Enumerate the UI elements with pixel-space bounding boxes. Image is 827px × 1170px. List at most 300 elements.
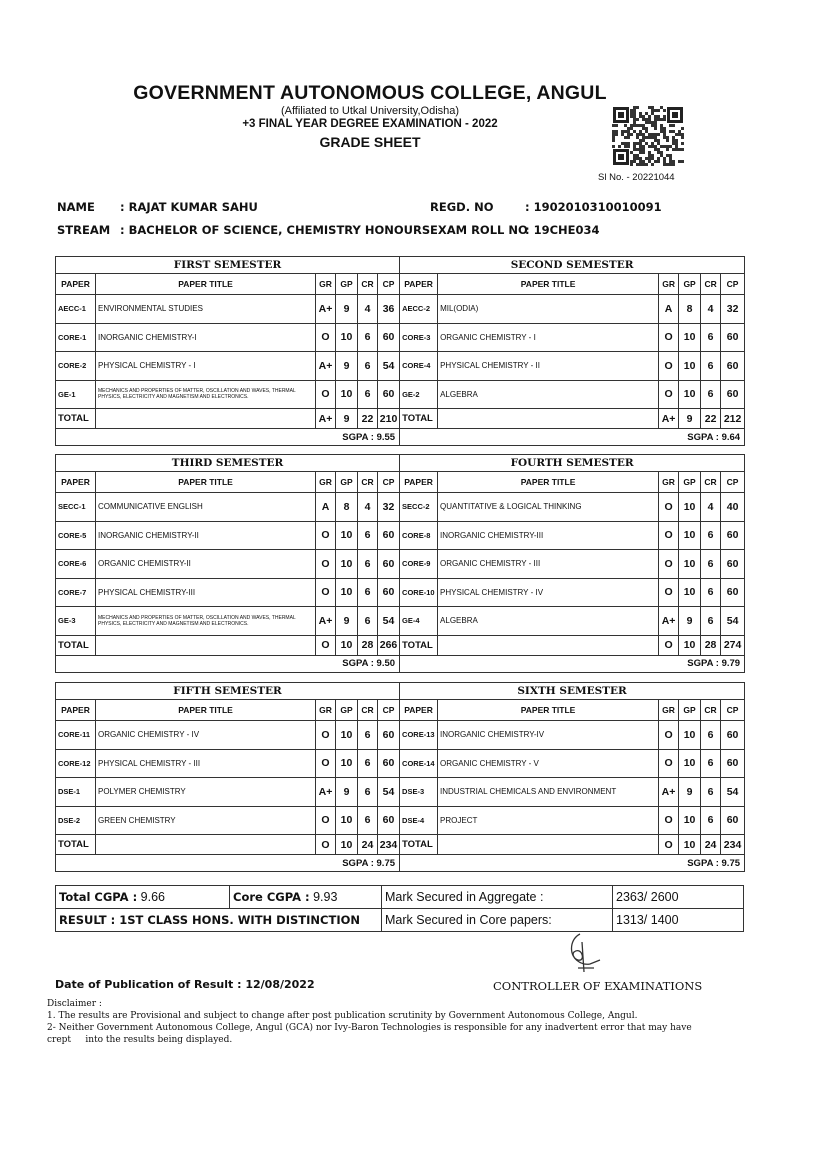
total-gr: O [659, 635, 679, 655]
total-gr: A+ [316, 409, 336, 429]
grade-cr: 6 [701, 806, 721, 835]
paper-code: CORE-12 [56, 749, 96, 778]
total-blank [96, 409, 316, 429]
grade-cr: 4 [701, 295, 721, 324]
column-header: GR [659, 472, 679, 493]
column-header-row [56, 700, 745, 721]
grade-cp: 60 [378, 323, 400, 352]
affiliation: (Affiliated to Utkal University,Odisha) [280, 105, 460, 117]
grade-gp: 9 [336, 352, 358, 381]
sgpa-value: SGPA : 9.75 [400, 855, 745, 872]
column-header: GP [336, 274, 358, 295]
total-cp: 234 [721, 835, 745, 855]
grade-gp: 10 [679, 352, 701, 381]
paper-code: CORE-7 [56, 578, 96, 607]
paper-code: CORE-4 [400, 352, 438, 381]
total-cp: 266 [378, 635, 400, 655]
column-header: GR [659, 274, 679, 295]
paper-title: PHYSICAL CHEMISTRY - IV [438, 578, 659, 607]
total-gp: 10 [679, 835, 701, 855]
grade-gp: 10 [336, 323, 358, 352]
sgpa-value: SGPA : 9.75 [56, 855, 400, 872]
semester-title: SECOND SEMESTER [400, 257, 745, 274]
total-label: TOTAL [400, 835, 438, 855]
regd-label: REGD. NO [430, 200, 494, 214]
grade-cr: 6 [358, 607, 378, 636]
column-header: PAPER [56, 700, 96, 721]
disclaimer-line-3: crept into the results being displayed. [47, 1035, 233, 1045]
paper-title: ALGEBRA [438, 380, 659, 409]
total-cp: 274 [721, 635, 745, 655]
grade-cp: 54 [378, 607, 400, 636]
grade-gp: 10 [336, 749, 358, 778]
paper-code: DSE-2 [56, 806, 96, 835]
paper-code: SECC-2 [400, 493, 438, 522]
column-header-row [56, 274, 745, 295]
total-cr: 28 [358, 635, 378, 655]
paper-title: POLYMER CHEMISTRY [96, 778, 316, 807]
paper-code: GE-4 [400, 607, 438, 636]
total-gp: 10 [336, 835, 358, 855]
core-cgpa-label: Core CGPA : [233, 890, 310, 904]
total-gr: O [316, 635, 336, 655]
total-row [56, 409, 745, 429]
grade-cp: 60 [378, 550, 400, 579]
column-header: PAPER [56, 274, 96, 295]
grade-cr: 6 [701, 578, 721, 607]
grade-cp: 60 [378, 380, 400, 409]
total-blank [438, 409, 659, 429]
grade-gr: A [316, 493, 336, 522]
roll-value: : 19CHE034 [525, 223, 600, 237]
grade-cr: 6 [358, 380, 378, 409]
total-cr: 24 [701, 835, 721, 855]
grade-gp: 9 [336, 778, 358, 807]
column-header: CP [378, 472, 400, 493]
paper-title: INORGANIC CHEMISTRY-II [96, 521, 316, 550]
grade-gp: 9 [679, 778, 701, 807]
semester-title: SIXTH SEMESTER [400, 683, 745, 700]
table-row [56, 295, 745, 324]
grade-cp: 32 [378, 493, 400, 522]
grade-cr: 6 [701, 607, 721, 636]
paper-title: INDUSTRIAL CHEMICALS AND ENVIRONMENT [438, 778, 659, 807]
grade-cr: 6 [701, 521, 721, 550]
paper-title: ALGEBRA [438, 607, 659, 636]
result-text: RESULT : 1ST CLASS HONS. WITH DISTINCTION [56, 909, 382, 932]
column-header: CR [701, 274, 721, 295]
total-gp: 9 [679, 409, 701, 429]
grade-cp: 60 [721, 521, 745, 550]
grade-cr: 6 [358, 578, 378, 607]
grade-cr: 6 [358, 550, 378, 579]
grade-gr: A+ [659, 778, 679, 807]
column-header: GR [316, 472, 336, 493]
paper-code: DSE-4 [400, 806, 438, 835]
grade-gr: O [659, 493, 679, 522]
sgpa-row [56, 429, 745, 446]
summary-table [55, 885, 744, 932]
table-row [56, 749, 745, 778]
column-header: GP [336, 472, 358, 493]
grade-cp: 60 [721, 721, 745, 750]
column-header: CP [378, 274, 400, 295]
semester-block [55, 682, 745, 872]
paper-code: SECC-1 [56, 493, 96, 522]
grade-gr: O [659, 352, 679, 381]
semester-title: FIFTH SEMESTER [56, 683, 400, 700]
sgpa-row [56, 655, 745, 672]
sgpa-value: SGPA : 9.50 [56, 655, 400, 672]
paper-title: INORGANIC CHEMISTRY-I [96, 323, 316, 352]
table-row [56, 778, 745, 807]
total-cr: 22 [358, 409, 378, 429]
column-header: PAPER TITLE [96, 700, 316, 721]
exam-title: +3 FINAL YEAR DEGREE EXAMINATION - 2022 [242, 118, 498, 130]
column-header: CR [358, 274, 378, 295]
grade-gp: 10 [679, 721, 701, 750]
column-header: PAPER TITLE [438, 700, 659, 721]
disclaimer-line-1: 1. The results are Provisional and subject to change after post publication scrutinity by Government Autonomous College, Angul. [47, 1011, 638, 1021]
column-header: CP [378, 700, 400, 721]
name-label: NAME [57, 200, 95, 214]
table-row [56, 578, 745, 607]
grade-gr: O [659, 806, 679, 835]
total-blank [438, 635, 659, 655]
grade-cr: 6 [358, 778, 378, 807]
paper-title: MECHANICS AND PROPERTIES OF MATTER, OSCILLATION AND WAVES, THERMAL PHYSICS, ELECTRICITY AND MAGNETISM AND ELECTRONICS. [96, 607, 316, 636]
grade-cr: 6 [701, 380, 721, 409]
total-blank [438, 835, 659, 855]
grade-gr: O [659, 521, 679, 550]
paper-title: QUANTITATIVE & LOGICAL THINKING [438, 493, 659, 522]
column-header: CP [721, 274, 745, 295]
grade-cp: 60 [721, 550, 745, 579]
paper-code: AECC-2 [400, 295, 438, 324]
grade-gr: A+ [316, 778, 336, 807]
sgpa-value: SGPA : 9.55 [56, 429, 400, 446]
grade-gr: A+ [316, 607, 336, 636]
total-cr: 22 [701, 409, 721, 429]
grade-gr: O [316, 521, 336, 550]
grade-cp: 32 [721, 295, 745, 324]
table-row [56, 493, 745, 522]
grade-gr: O [659, 550, 679, 579]
paper-code: CORE-3 [400, 323, 438, 352]
paper-title: INORGANIC CHEMISTRY-IV [438, 721, 659, 750]
column-header: GP [679, 700, 701, 721]
grade-cr: 4 [701, 493, 721, 522]
column-header: CR [358, 700, 378, 721]
core-marks-label: Mark Secured in Core papers: [382, 909, 613, 932]
column-header: GR [316, 700, 336, 721]
grade-gr: O [659, 721, 679, 750]
total-row [56, 835, 745, 855]
grade-cp: 36 [378, 295, 400, 324]
core-cgpa-value: 9.93 [313, 890, 338, 904]
column-header: PAPER [400, 274, 438, 295]
regd-value: : 1902010310010091 [525, 200, 662, 214]
grade-gr: O [659, 380, 679, 409]
table-row [56, 352, 745, 381]
grade-cp: 54 [721, 778, 745, 807]
grade-gp: 9 [679, 607, 701, 636]
total-gp: 10 [336, 635, 358, 655]
paper-title: ORGANIC CHEMISTRY - V [438, 749, 659, 778]
column-header: PAPER TITLE [438, 472, 659, 493]
grade-gp: 8 [336, 493, 358, 522]
total-cgpa-label: Total CGPA : [59, 890, 138, 904]
total-gp: 10 [679, 635, 701, 655]
disclaimer-line-2: 2- Neither Government Autonomous College, Angul (GCA) nor Ivy-Baron Technologies is responsible for any inadvertent error that may have [47, 1023, 692, 1033]
column-header: GR [316, 274, 336, 295]
total-cp: 210 [378, 409, 400, 429]
grade-cr: 6 [701, 550, 721, 579]
column-header-row [56, 472, 745, 493]
grade-gp: 10 [336, 521, 358, 550]
grade-cp: 54 [378, 352, 400, 381]
total-cp: 234 [378, 835, 400, 855]
grade-gr: O [659, 323, 679, 352]
total-cr: 28 [701, 635, 721, 655]
paper-code: CORE-9 [400, 550, 438, 579]
column-header: GP [679, 274, 701, 295]
column-header: PAPER TITLE [96, 472, 316, 493]
grade-gr: A+ [659, 607, 679, 636]
grade-gp: 10 [679, 380, 701, 409]
table-row [56, 380, 745, 409]
grade-cr: 6 [358, 323, 378, 352]
grade-cr: 6 [358, 749, 378, 778]
sgpa-value: SGPA : 9.64 [400, 429, 745, 446]
grade-gr: O [659, 749, 679, 778]
total-gp: 9 [336, 409, 358, 429]
grade-gr: O [316, 806, 336, 835]
grade-cp: 60 [721, 749, 745, 778]
paper-code: CORE-8 [400, 521, 438, 550]
paper-code: CORE-10 [400, 578, 438, 607]
grade-gp: 10 [679, 521, 701, 550]
paper-title: PROJECT [438, 806, 659, 835]
grade-gr: O [316, 550, 336, 579]
grade-cp: 60 [378, 721, 400, 750]
grade-cp: 60 [721, 352, 745, 381]
serial-number: Sl No. - 20221044 [598, 172, 675, 183]
paper-code: CORE-2 [56, 352, 96, 381]
semester-title-row [56, 683, 745, 700]
column-header: CR [358, 472, 378, 493]
grade-gp: 10 [679, 323, 701, 352]
total-label: TOTAL [56, 835, 96, 855]
stream-value: : BACHELOR OF SCIENCE, CHEMISTRY HONOURS [120, 223, 431, 237]
paper-code: GE-3 [56, 607, 96, 636]
grade-cp: 60 [378, 806, 400, 835]
grade-gr: O [316, 323, 336, 352]
column-header: CR [701, 700, 721, 721]
grade-cr: 4 [358, 295, 378, 324]
total-label: TOTAL [56, 409, 96, 429]
grade-cr: 6 [358, 721, 378, 750]
column-header: CP [721, 700, 745, 721]
paper-code: CORE-5 [56, 521, 96, 550]
disclaimer-title: Disclaimer : [47, 999, 102, 1009]
total-blank [96, 835, 316, 855]
grade-gp: 10 [679, 806, 701, 835]
paper-title: PHYSICAL CHEMISTRY-III [96, 578, 316, 607]
grade-cp: 60 [378, 578, 400, 607]
grade-gr: O [316, 578, 336, 607]
grade-cr: 6 [358, 806, 378, 835]
grade-cp: 60 [721, 578, 745, 607]
grade-gp: 10 [679, 550, 701, 579]
table-row [56, 607, 745, 636]
semester-title: FIRST SEMESTER [56, 257, 400, 274]
total-cgpa-value: 9.66 [140, 890, 166, 904]
grade-cp: 60 [378, 749, 400, 778]
grade-gp: 10 [679, 493, 701, 522]
grade-gp: 8 [679, 295, 701, 324]
grade-gp: 10 [336, 550, 358, 579]
total-gr: O [659, 835, 679, 855]
grade-cp: 54 [721, 607, 745, 636]
column-header: GR [659, 700, 679, 721]
paper-title: PHYSICAL CHEMISTRY - II [438, 352, 659, 381]
grade-gp: 10 [336, 806, 358, 835]
column-header: GP [679, 472, 701, 493]
grade-cp: 60 [378, 521, 400, 550]
total-row [56, 635, 745, 655]
semester-title: THIRD SEMESTER [56, 455, 400, 472]
grade-gr: A+ [316, 295, 336, 324]
paper-title: ORGANIC CHEMISTRY - III [438, 550, 659, 579]
semester-block [55, 256, 745, 446]
total-cgpa [56, 886, 230, 909]
table-row [56, 323, 745, 352]
grade-gr: O [316, 721, 336, 750]
core-cgpa [230, 886, 382, 909]
grade-cp: 54 [378, 778, 400, 807]
total-label: TOTAL [400, 409, 438, 429]
grade-gp: 9 [336, 295, 358, 324]
semester-block [55, 454, 745, 673]
column-header: PAPER TITLE [438, 274, 659, 295]
grade-gp: 10 [336, 578, 358, 607]
column-header: PAPER [400, 700, 438, 721]
column-header: PAPER [400, 472, 438, 493]
total-label: TOTAL [56, 635, 96, 655]
paper-title: GREEN CHEMISTRY [96, 806, 316, 835]
column-header: PAPER [56, 472, 96, 493]
core-marks-value: 1313/ 1400 [613, 909, 744, 932]
sheet-title: GRADE SHEET [319, 134, 421, 150]
paper-title: INORGANIC CHEMISTRY-III [438, 521, 659, 550]
grade-gr: O [316, 749, 336, 778]
grade-cr: 6 [701, 778, 721, 807]
controller-label: CONTROLLER OF EXAMINATIONS [493, 979, 703, 993]
paper-title: ORGANIC CHEMISTRY - I [438, 323, 659, 352]
grade-cr: 6 [358, 352, 378, 381]
paper-code: GE-1 [56, 380, 96, 409]
qr-code-icon [612, 106, 684, 166]
paper-title: MECHANICS AND PROPERTIES OF MATTER, OSCILLATION AND WAVES, THERMAL PHYSICS, ELECTRICITY AND MAGNETISM AND ELECTRONICS. [96, 380, 316, 409]
paper-code: AECC-1 [56, 295, 96, 324]
paper-code: CORE-11 [56, 721, 96, 750]
grade-gp: 9 [336, 607, 358, 636]
stream-label: STREAM [57, 223, 111, 237]
publication-date: Date of Publication of Result : 12/08/2022 [55, 978, 315, 991]
grade-gp: 10 [679, 578, 701, 607]
paper-title: MIL(ODIA) [438, 295, 659, 324]
grade-cr: 6 [358, 521, 378, 550]
total-cr: 24 [358, 835, 378, 855]
table-row [56, 721, 745, 750]
semester-title: FOURTH SEMESTER [400, 455, 745, 472]
total-gr: A+ [659, 409, 679, 429]
grade-gr: O [659, 578, 679, 607]
table-row [56, 550, 745, 579]
paper-title: PHYSICAL CHEMISTRY - I [96, 352, 316, 381]
paper-title: COMMUNICATIVE ENGLISH [96, 493, 316, 522]
college-name: GOVERNMENT AUTONOMOUS COLLEGE, ANGUL [133, 82, 607, 104]
grade-cr: 6 [701, 721, 721, 750]
grade-cp: 60 [721, 323, 745, 352]
signature-icon [560, 930, 620, 975]
table-row [56, 806, 745, 835]
grade-cr: 6 [701, 352, 721, 381]
column-header: CR [701, 472, 721, 493]
sgpa-row [56, 855, 745, 872]
grade-cp: 40 [721, 493, 745, 522]
grade-gp: 10 [679, 749, 701, 778]
total-label: TOTAL [400, 635, 438, 655]
paper-title: ENVIRONMENTAL STUDIES [96, 295, 316, 324]
grade-cr: 6 [701, 749, 721, 778]
aggregate-value: 2363/ 2600 [613, 886, 744, 909]
grade-gp: 10 [336, 380, 358, 409]
name-value: : RAJAT KUMAR SAHU [120, 200, 258, 214]
paper-code: CORE-14 [400, 749, 438, 778]
paper-code: CORE-1 [56, 323, 96, 352]
table-row [56, 521, 745, 550]
column-header: GP [336, 700, 358, 721]
grade-gr: O [316, 380, 336, 409]
column-header: CP [721, 472, 745, 493]
column-header: PAPER TITLE [96, 274, 316, 295]
paper-code: DSE-3 [400, 778, 438, 807]
sgpa-value: SGPA : 9.79 [400, 655, 745, 672]
grade-gp: 10 [336, 721, 358, 750]
grade-gr: A [659, 295, 679, 324]
paper-title: PHYSICAL CHEMISTRY - III [96, 749, 316, 778]
paper-title: ORGANIC CHEMISTRY-II [96, 550, 316, 579]
grade-cr: 4 [358, 493, 378, 522]
total-cp: 212 [721, 409, 745, 429]
aggregate-label: Mark Secured in Aggregate : [382, 886, 613, 909]
paper-title: ORGANIC CHEMISTRY - IV [96, 721, 316, 750]
semester-title-row [56, 455, 745, 472]
semester-title-row [56, 257, 745, 274]
disclaimer [47, 998, 747, 1046]
grade-cr: 6 [701, 323, 721, 352]
paper-code: DSE-1 [56, 778, 96, 807]
total-gr: O [316, 835, 336, 855]
paper-code: CORE-6 [56, 550, 96, 579]
grade-cp: 60 [721, 380, 745, 409]
paper-code: CORE-13 [400, 721, 438, 750]
grade-gr: A+ [316, 352, 336, 381]
paper-code: GE-2 [400, 380, 438, 409]
grade-cp: 60 [721, 806, 745, 835]
